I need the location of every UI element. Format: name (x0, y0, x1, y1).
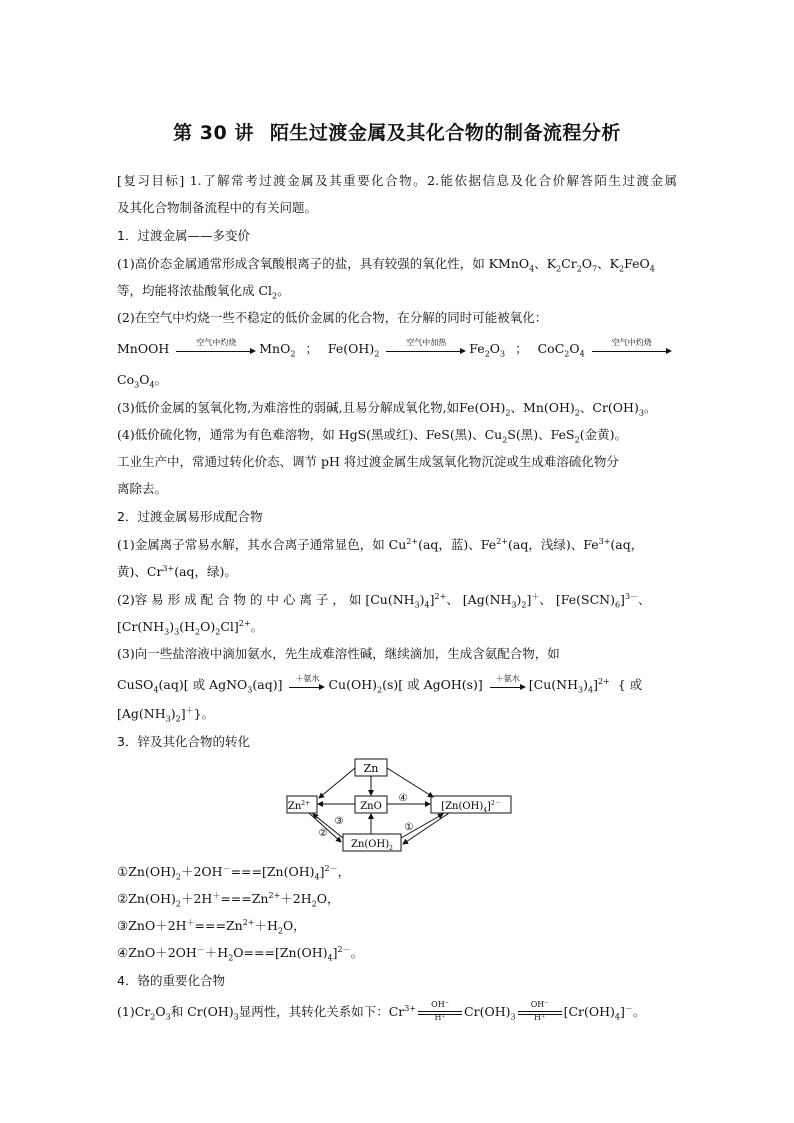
review-label: [复习目标] (117, 173, 185, 188)
zinc-equation-3: $③ZnO+2H^+===Zn^{2+}+H_2O$， (117, 917, 306, 936)
marker-2: ② (318, 828, 328, 839)
zinc-conversion-diagram (285, 756, 515, 854)
label-znoh2: $Zn(OH)_2$ (351, 839, 393, 852)
equilibrium-arrow-2: $\frac{OH^-}{H^+}$ (516, 1005, 564, 1021)
ammonia-arrow-2: ＋氨水 (490, 678, 526, 694)
s1-p1-line-1: (1)高价态金属通常形成含氧酸根离子的盐，具有较强的氧化性，如 KMnO$_4$、$K_2Cr_2O_7$、$K_2FeO_4$ (117, 256, 655, 274)
s2-p2-line-2: $[Cr(NH_3)_3(H_2O)_2Cl]^{2+}$。 (117, 618, 264, 637)
arrow-zn-znoh4 (387, 768, 433, 797)
label-zn2: $Zn^{2+}$ (287, 800, 311, 812)
lecture-number: 第 30 讲 (173, 122, 254, 144)
marker-4: ④ (398, 793, 408, 804)
s2-p2-line-1: (2)容 易 形 成 配 合 物 的 中 心 离 子 ， 如 $[Cu(NH_3)_4]^{2+}$、 $[Ag(NH_3)_2]^+$、 $[Fe(SCN)_6]^{3-}$、 (117, 591, 651, 610)
s1-reactions: MnOOH 空气中灼烧 MnO$_2$ ； $Fe(OH)_2$ 空气中加热 $Fe_2O_3$ ； $CoC_2O_4$ 空气中灼烧 (117, 341, 677, 358)
marker-3: ③ (334, 816, 344, 827)
review-line-1 (117, 173, 677, 189)
s2-p1-line-2: 黄)、$Cr^{3+}(aq$，绿)。 (117, 563, 237, 579)
section-4-heading: 4．铬的重要化合物 (117, 973, 225, 988)
review-line-2: 及其化合物制备流程中的有关问题。 (117, 200, 318, 215)
lecture-topic: 陌生过渡金属及其化合物的制备流程分析 (269, 122, 621, 144)
s1-reaction-tail: $Co_3O_4$。 (117, 372, 168, 390)
s1-p2: (2)在空气中灼烧一些不稳定的低价金属的化合物，在分解的同时可能被氧化： (117, 310, 548, 325)
chromium-conversion: $(1)Cr_2O_3$和 $Cr(OH)_3$显两性，其转化关系如下：$Cr^{3+}$ $\frac{OH^-}{H^+}$ $Cr(OH)_3$ $\frac{OH^-}{H^+}$ $[Cr(OH)_4]^-$。 (117, 999, 646, 1022)
s1-p5-line-1: 工业生产中，常通过转化价态、调节 pH 将过渡金属生成氢氧化物沉淀或生成难溶硫化物分 (117, 454, 619, 469)
page-title (0, 118, 794, 145)
s2-p1-line-1: (1)金属离子常易水解，其水合离子通常显色，如 $Cu^{2+}(aq$，蓝)、$Fe^{2+}(aq$，浅绿)、$Fe^{3+}(aq$， (117, 536, 644, 552)
marker-1: ① (404, 822, 414, 833)
label-zn: Zn (363, 762, 379, 775)
section-1-heading: 1．过渡金属——多变价 (117, 228, 250, 243)
zinc-equation-1: $①Zn(OH)_2+2OH^-===[Zn(OH)_4]^{2-}$， (117, 863, 351, 882)
equilibrium-arrow-1: $\frac{OH^-}{H^+}$ (416, 1005, 464, 1021)
s1-p5-line-2: 离除去。 (117, 481, 168, 496)
section-2-heading: 2．过渡金属易形成配合物 (117, 509, 263, 524)
zinc-equation-4: $④ZnO+2OH^-+H_2O===[Zn(OH)_4]^{2-}$。 (117, 944, 364, 963)
label-znoh4: $[Zn(OH)_4]^{2-}$ (441, 800, 501, 814)
reaction-arrow-2: 空气中加热 (386, 342, 466, 358)
s1-p3: (3)低价金属的氢氧化物,为难溶性的弱碱,且易分解成氧化物,如$Fe(OH)_2$、$Mn(OH)_2$、$Cr(OH)_3$。 (117, 400, 657, 418)
label-zno: ZnO (360, 801, 382, 812)
arrow-zn-zn2 (319, 768, 355, 798)
s2-p3: (3)向一些盐溶液中滴加氨水，先生成难溶性碱，继续滴加，生成含氨配合物，如 (117, 646, 560, 661)
ammonia-arrow-1: ＋氨水 (289, 678, 325, 694)
review-text-1: 1.了解常考过渡金属及其重要化合物。2.能依据信息及化合价解答陌生过渡金属 (189, 173, 677, 188)
s2-ammonia-reaction-tail: $[Ag(NH_3)_2]^+$}。 (117, 705, 215, 724)
s2-ammonia-reaction: CuSO$_4$(aq)[ 或 AgNO$_3$(aq)] ＋氨水 $Cu(OH)_2(s)$[ 或 AgOH(s)] ＋氨水 $[Cu(NH_3)_4]^{2+}$ { 或 (117, 673, 643, 695)
reaction-arrow-1: 空气中灼烧 (176, 342, 256, 358)
s1-p1-line-2: 等，均能将浓盐酸氧化成 $Cl_2$。 (117, 283, 290, 301)
s1-p4: (4)低价硫化物，通常为有色难溶物，如 HgS(黑或红)、FeS(黑)、$Cu_2S$(黑)、FeS$_2$(金黄)。 (117, 427, 627, 445)
section-3-heading: 3．锌及其化合物的转化 (117, 734, 250, 749)
zinc-equation-2: $②Zn(OH)_2+2H^+===Zn^{2+}+2H_2O$， (117, 890, 340, 909)
reaction-arrow-3: 空气中灼烧 (592, 342, 672, 358)
